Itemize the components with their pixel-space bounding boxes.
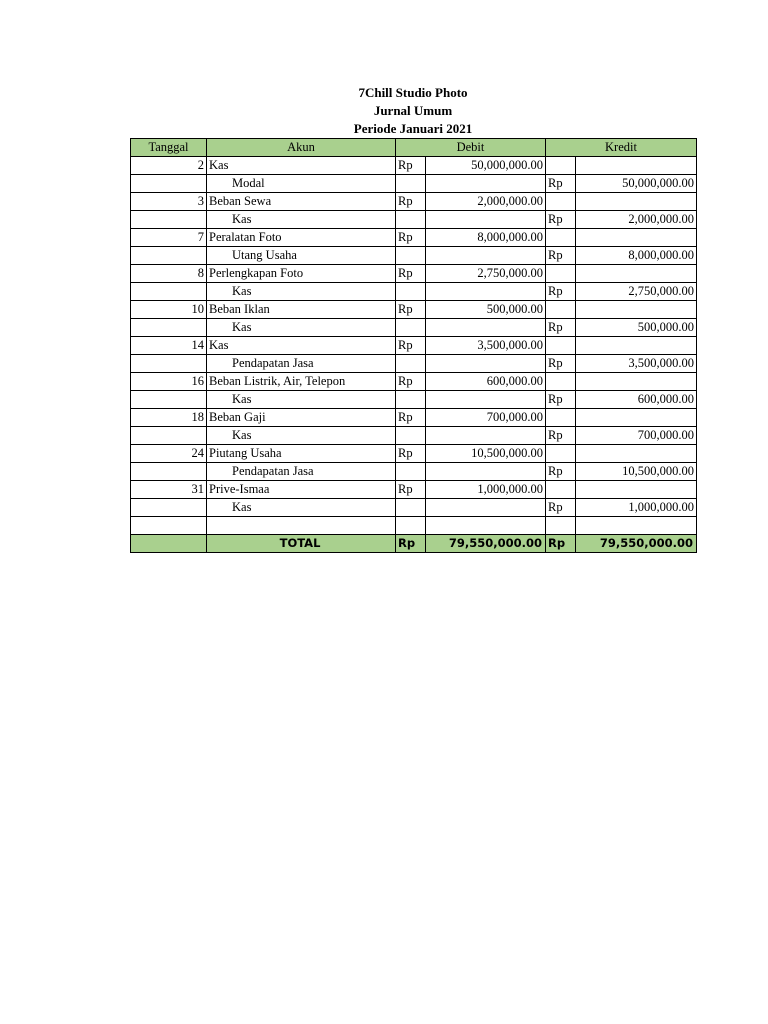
total-credit-amount: 79,550,000.00 — [576, 535, 697, 553]
entry-credit-amount: 600,000.00 — [576, 391, 697, 409]
report-period: Periode Januari 2021 — [353, 121, 473, 136]
entry-date — [131, 391, 207, 409]
total-date-cell — [131, 535, 207, 553]
entry-credit-amount — [576, 157, 697, 175]
table-row — [131, 517, 697, 535]
entry-account: Perlengkapan Foto — [207, 265, 396, 283]
table-row — [131, 499, 697, 517]
entry-debit-currency: Rp — [396, 265, 426, 283]
entry-date: 2 — [131, 157, 207, 175]
entry-credit-currency — [546, 301, 576, 319]
entry-credit-currency — [546, 481, 576, 499]
entry-date — [131, 463, 207, 481]
entry-credit-currency — [546, 445, 576, 463]
entry-debit-amount — [426, 355, 546, 373]
entry-credit-amount: 2,000,000.00 — [576, 211, 697, 229]
entry-debit-amount: 600,000.00 — [426, 373, 546, 391]
entry-debit-amount — [426, 175, 546, 193]
entry-account: Kas — [207, 211, 396, 229]
entry-debit-amount — [426, 499, 546, 517]
entry-date: 24 — [131, 445, 207, 463]
entry-debit-amount — [426, 517, 546, 535]
entry-credit-amount — [576, 481, 697, 499]
entry-credit-amount — [576, 373, 697, 391]
entry-credit-currency — [546, 337, 576, 355]
table-row — [131, 211, 697, 229]
entry-debit-amount: 10,500,000.00 — [426, 445, 546, 463]
entry-debit-currency: Rp — [396, 409, 426, 427]
entry-account: Pendapatan Jasa — [207, 463, 396, 481]
table-row — [131, 355, 697, 373]
entry-debit-currency — [396, 175, 426, 193]
report-title-block — [130, 84, 696, 138]
entry-credit-currency: Rp — [546, 355, 576, 373]
entry-credit-amount — [576, 517, 697, 535]
company-name: 7Chill Studio Photo — [358, 85, 468, 100]
entry-date — [131, 175, 207, 193]
entry-credit-currency — [546, 157, 576, 175]
entry-debit-currency — [396, 355, 426, 373]
entry-credit-currency: Rp — [546, 499, 576, 517]
entry-debit-currency — [396, 499, 426, 517]
entry-debit-amount — [426, 319, 546, 337]
entry-date: 7 — [131, 229, 207, 247]
entry-date — [131, 319, 207, 337]
entry-debit-currency — [396, 391, 426, 409]
entry-credit-amount: 8,000,000.00 — [576, 247, 697, 265]
entry-account: Kas — [207, 391, 396, 409]
entry-debit-amount: 700,000.00 — [426, 409, 546, 427]
entry-date: 10 — [131, 301, 207, 319]
table-row — [131, 301, 697, 319]
entry-credit-currency: Rp — [546, 175, 576, 193]
entry-account: Piutang Usaha — [207, 445, 396, 463]
entry-debit-amount — [426, 463, 546, 481]
entry-date — [131, 247, 207, 265]
table-row — [131, 229, 697, 247]
entry-date: 18 — [131, 409, 207, 427]
entry-debit-currency: Rp — [396, 337, 426, 355]
entry-debit-currency — [396, 211, 426, 229]
table-row — [131, 157, 697, 175]
journal-body — [131, 157, 697, 535]
entry-credit-amount — [576, 337, 697, 355]
table-row — [131, 445, 697, 463]
entry-credit-amount: 1,000,000.00 — [576, 499, 697, 517]
entry-credit-currency: Rp — [546, 427, 576, 445]
entry-credit-amount: 700,000.00 — [576, 427, 697, 445]
entry-date: 8 — [131, 265, 207, 283]
entry-credit-amount — [576, 265, 697, 283]
entry-credit-currency: Rp — [546, 247, 576, 265]
entry-credit-amount: 50,000,000.00 — [576, 175, 697, 193]
table-row — [131, 463, 697, 481]
table-row — [131, 427, 697, 445]
journal-table — [130, 138, 697, 553]
table-row — [131, 409, 697, 427]
entry-credit-currency: Rp — [546, 283, 576, 301]
entry-debit-currency: Rp — [396, 481, 426, 499]
entry-account: Prive-Ismaa — [207, 481, 396, 499]
entry-account — [207, 517, 396, 535]
entry-credit-amount — [576, 229, 697, 247]
entry-account: Kas — [207, 337, 396, 355]
entry-debit-currency: Rp — [396, 193, 426, 211]
column-header-credit: Kredit — [546, 139, 697, 157]
entry-account: Pendapatan Jasa — [207, 355, 396, 373]
entry-date: 14 — [131, 337, 207, 355]
entry-credit-currency: Rp — [546, 319, 576, 337]
entry-credit-currency: Rp — [546, 391, 576, 409]
table-row — [131, 319, 697, 337]
entry-account: Kas — [207, 319, 396, 337]
entry-debit-amount: 500,000.00 — [426, 301, 546, 319]
total-row — [131, 535, 697, 553]
entry-debit-amount: 8,000,000.00 — [426, 229, 546, 247]
entry-debit-amount: 2,000,000.00 — [426, 193, 546, 211]
entry-credit-amount: 500,000.00 — [576, 319, 697, 337]
entry-credit-amount — [576, 193, 697, 211]
entry-date — [131, 499, 207, 517]
entry-debit-amount — [426, 427, 546, 445]
entry-date — [131, 211, 207, 229]
entry-date: 31 — [131, 481, 207, 499]
entry-credit-currency — [546, 265, 576, 283]
column-header-date: Tanggal — [131, 139, 207, 157]
entry-account: Kas — [207, 427, 396, 445]
entry-date — [131, 427, 207, 445]
entry-account: Kas — [207, 283, 396, 301]
table-row — [131, 175, 697, 193]
entry-credit-currency: Rp — [546, 463, 576, 481]
entry-debit-currency — [396, 427, 426, 445]
entry-debit-currency: Rp — [396, 229, 426, 247]
total-label: TOTAL — [207, 535, 396, 553]
table-row — [131, 247, 697, 265]
table-row — [131, 265, 697, 283]
column-header-debit: Debit — [396, 139, 546, 157]
entry-credit-currency — [546, 373, 576, 391]
column-header-account: Akun — [207, 139, 396, 157]
entry-account: Utang Usaha — [207, 247, 396, 265]
entry-credit-amount: 3,500,000.00 — [576, 355, 697, 373]
entry-credit-currency — [546, 229, 576, 247]
entry-account: Beban Gaji — [207, 409, 396, 427]
entry-debit-amount: 1,000,000.00 — [426, 481, 546, 499]
report-name: Jurnal Umum — [373, 103, 453, 118]
entry-credit-currency — [546, 409, 576, 427]
entry-account: Modal — [207, 175, 396, 193]
entry-debit-currency: Rp — [396, 373, 426, 391]
entry-credit-currency — [546, 193, 576, 211]
entry-debit-currency — [396, 247, 426, 265]
table-row — [131, 283, 697, 301]
table-row — [131, 481, 697, 499]
entry-date: 3 — [131, 193, 207, 211]
table-header-row — [131, 139, 697, 157]
total-credit-currency: Rp — [546, 535, 576, 553]
entry-debit-amount: 2,750,000.00 — [426, 265, 546, 283]
entry-debit-currency — [396, 463, 426, 481]
entry-credit-amount — [576, 409, 697, 427]
entry-date — [131, 517, 207, 535]
table-row — [131, 391, 697, 409]
entry-debit-currency — [396, 517, 426, 535]
entry-debit-currency: Rp — [396, 445, 426, 463]
entry-credit-amount — [576, 301, 697, 319]
entry-debit-amount — [426, 391, 546, 409]
entry-debit-currency: Rp — [396, 157, 426, 175]
entry-debit-currency — [396, 319, 426, 337]
table-row — [131, 193, 697, 211]
entry-debit-amount — [426, 211, 546, 229]
entry-credit-amount — [576, 445, 697, 463]
table-row — [131, 373, 697, 391]
table-row — [131, 337, 697, 355]
entry-debit-amount — [426, 247, 546, 265]
entry-credit-amount: 2,750,000.00 — [576, 283, 697, 301]
entry-debit-currency — [396, 283, 426, 301]
total-debit-currency: Rp — [396, 535, 426, 553]
entry-account: Beban Listrik, Air, Telepon — [207, 373, 396, 391]
entry-debit-amount: 50,000,000.00 — [426, 157, 546, 175]
entry-debit-currency: Rp — [396, 301, 426, 319]
entry-account: Beban Iklan — [207, 301, 396, 319]
entry-debit-amount — [426, 283, 546, 301]
entry-credit-currency — [546, 517, 576, 535]
entry-date — [131, 355, 207, 373]
entry-debit-amount: 3,500,000.00 — [426, 337, 546, 355]
entry-account: Peralatan Foto — [207, 229, 396, 247]
entry-account: Kas — [207, 499, 396, 517]
entry-credit-currency: Rp — [546, 211, 576, 229]
entry-account: Beban Sewa — [207, 193, 396, 211]
entry-date — [131, 283, 207, 301]
total-debit-amount: 79,550,000.00 — [426, 535, 546, 553]
entry-account: Kas — [207, 157, 396, 175]
entry-date: 16 — [131, 373, 207, 391]
entry-credit-amount: 10,500,000.00 — [576, 463, 697, 481]
